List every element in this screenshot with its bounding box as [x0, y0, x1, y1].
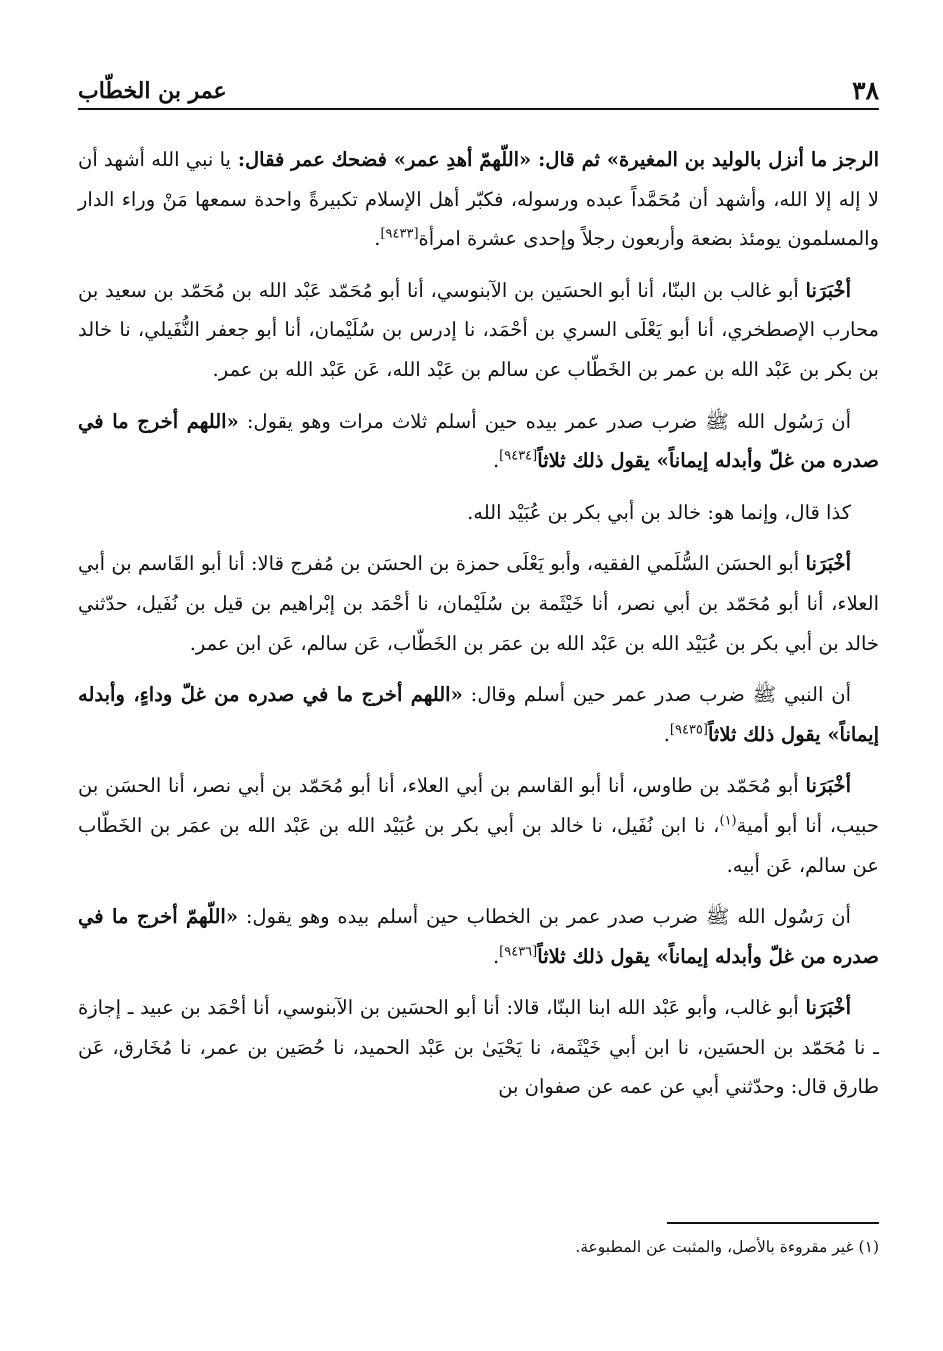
reference-number: [٩٤٣٤]	[499, 448, 538, 464]
text-segment: أبو غالب، وأبو عَبْد الله ابنا البنّا، قالا: أنا أبو الحسَين بن الآبنوسي، أنا أحْمَد بن عبيد ـ إجازة ـ نا مُحَمّد بن الحسَين، نا ابن أبي خَيْثَمة، نا يَحْيَىٰ بن عَبْد الحميد، نا حُصَين بن عمر، نا مُخَارق، عَن طارق قال: وحدّثني أبي عن عمه عن صفوان بن	[78, 996, 879, 1099]
paragraph	[78, 544, 879, 663]
text-segment: أن رَسُول الله ﷺ ضرب صدر عمر بيده حين أسلم ثلاث مرات وهو يقول:	[238, 409, 851, 433]
reference-number: [٩٤٣٥]	[669, 722, 708, 738]
page-number: ٣٨	[852, 76, 879, 105]
reference-number: (١)	[719, 813, 737, 829]
footnote-divider	[667, 1222, 879, 1224]
keyword-akhbarana: أخْبَرَنا	[805, 774, 851, 798]
keyword-akhbarana: أخْبَرَنا	[805, 278, 851, 302]
text-segment: أن النبي ﷺ ضرب صدر عمر حين أسلم وقال:	[462, 683, 851, 707]
text-segment: «اللّهمّ أهدِ عمر» فضحك عمر فقال:	[230, 148, 532, 171]
text-segment: كذا قال، وإنما هو: خالد بن أبي بكر بن عُبَيْد الله.	[467, 500, 851, 524]
paragraph	[78, 402, 879, 481]
paragraph	[78, 988, 879, 1107]
reference-number: [٩٤٣٦]	[499, 944, 538, 960]
page-header	[78, 72, 879, 110]
text-segment: «اللّهمّ أخرج ما في صدره من غلّ وأبدله إيماناً» يقول ذلك ثلاثاً	[78, 905, 879, 968]
paragraph	[78, 897, 879, 976]
text-segment: أبو غالب بن البنّا، أنا أبو الحسَين بن الآبنوسي، أنا أبو مُحَمّد عَبْد الله بن مُحَمّد بن سعيد بن محارب الإصطخري، أنا أبو يَعْلَى السري بن أحْمَد، نا إدرس بن سُلَيْمان، أنا أبو جعفر النُّفَيلي، نا خالد بن بكر بن عَبْد الله بن عمر بن الخَطّاب عن سالم بن عَبْد الله، عَن عَبْد الله بن عمر.	[78, 278, 879, 381]
text-segment: أبو مُحَمّد بن طاوس، أنا أبو القاسم بن أبي العلاء، أنا أبو مُحَمّد بن أبي نصر، أنا الحسَن بن حبيب، أنا أبو أمية	[78, 774, 879, 837]
text-segment: .	[492, 449, 500, 473]
paragraph	[78, 271, 879, 390]
text-segment: يا نبي الله أشهد أن لا إله إلا الله، وأشهد أن مُحَمَّداً عبده ورسوله، فكبّر أهل الإسلام تكبيرةً واحدة سمعها مَنْ وراء الدار والمسلمون يومئذ بضعة وأربعون رجلاً وإحدى عشرة امرأة	[78, 148, 879, 251]
keyword-akhbarana: أخْبَرَنا	[805, 552, 851, 576]
paragraph	[78, 140, 879, 259]
footnote: (١) غير مقروءة بالأصل، والمثبت عن المطبوعة.	[575, 1238, 879, 1256]
running-title: عمر بن الخطّاب	[78, 78, 227, 104]
paragraph	[78, 766, 879, 885]
text-segment: «اللهم أخرج ما في صدره من غلّ وأبدله إيماناً» يقول ذلك ثلاثاً	[78, 409, 879, 473]
text-segment: أن رَسُول الله ﷺ ضرب صدر عمر بن الخطاب حين أسلم بيده وهو يقول:	[238, 905, 851, 929]
text-segment: .	[663, 722, 670, 746]
text-segment: أبو الحسَن السُّلَمي الفقيه، وأبو يَعْلَى حمزة بن الحسَن بن مُفرج قالا: أنا أبو القَاسم بن أبي العلاء، أنا أبو مُحَمّد بن أبي نصر، أنا خَيْثَمة بن سُلَيْمان، نا أحْمَد بن إبْراهيم بن قيل بن نُفَيل، حدّثني خالد بن أبي بكر بن عُبَيْد الله بن عَبْد الله بن عمَر بن الخَطّاب، عَن سالم، عَن ابن عمر.	[78, 552, 879, 655]
paragraph	[78, 493, 879, 533]
text-segment: .	[374, 227, 381, 251]
keyword-akhbarana: أخْبَرَنا	[805, 996, 851, 1020]
text-segment: ، نا ابن نُفَيل، نا خالد بن أبي بكر بن عُبَيْد الله بن عَبْد الله بن عمَر بن الخَطّاب عن سالم، عَن أبيه.	[78, 813, 879, 877]
text-segment: .	[492, 944, 500, 968]
reference-number: [٩٤٣٣]	[380, 226, 419, 242]
text-segment: الرجز ما أنزل بالوليد بن المغيرة» ثم قال:	[531, 148, 879, 171]
page-body	[78, 140, 879, 1119]
paragraph	[78, 675, 879, 754]
text-segment: «اللهم أخرج ما في صدره من غلّ وداءٍ، وأبدله إيماناً» يقول ذلك ثلاثاً	[78, 683, 879, 746]
